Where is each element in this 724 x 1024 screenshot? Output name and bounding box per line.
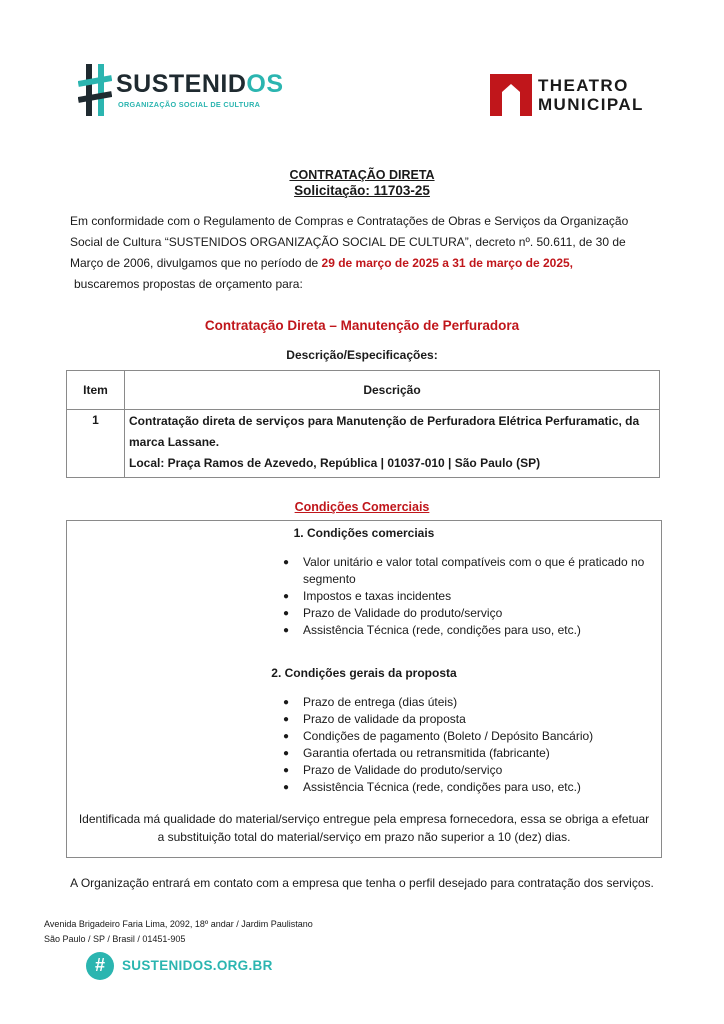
intro-line-2: Social de Cultura “SUSTENIDOS ORGANIZAÇÃO SOCIAL DE CULTURA”, decreto nº. 50.611, de 30 de <box>70 235 626 249</box>
bullet-icon: ● <box>283 557 290 568</box>
footer-address-line-2: São Paulo / SP / Brasil / 01451-905 <box>44 934 186 944</box>
municipal-text: MUNICIPAL <box>538 95 644 114</box>
bullet-icon: ● <box>283 625 290 636</box>
bullet-icon: ● <box>283 731 290 742</box>
bullet-icon: ● <box>283 697 290 708</box>
commercial-conditions-list <box>283 554 657 639</box>
quality-note: Identificada má qualidade do material/serviço entregue pela empresa fornecedora, essa se obriga a efetuar a substituição total do material/serviço em prazo não superior a 10 (dez) dias. <box>78 812 650 844</box>
list-item: ● Prazo de Validade do produto/serviço <box>283 763 503 777</box>
sustenidos-logo <box>78 64 284 118</box>
table-divider <box>67 409 659 410</box>
proposal-conditions-title: 2. Condições gerais da proposta <box>271 666 457 680</box>
section-title: Contratação Direta – Manutenção de Perfuradora <box>204 318 520 333</box>
commercial-conditions-title: 1. Condições comerciais <box>293 526 435 540</box>
proposal-conditions-list <box>283 694 657 796</box>
intro-line-3: Março de 2006, divulgamos que no período de 29 de março de 2025 a 31 de março de 2025, <box>70 256 573 270</box>
hashtag-logo-icon <box>78 64 112 116</box>
item-table <box>66 370 660 478</box>
list-item: ● Condições de pagamento (Boleto / Depósito Bancário) <box>283 729 594 743</box>
bullet-icon: ● <box>283 765 290 776</box>
theatro-arch-logo-icon <box>490 72 532 116</box>
list-item: ● Garantia ofertada ou retransmitida (fabricante) <box>283 746 550 760</box>
footer-website-link[interactable] <box>86 952 286 984</box>
bullet-icon: ● <box>283 591 290 602</box>
footer-address-line-1: Avenida Brigadeiro Faria Lima, 2092, 18º andar / Jardim Paulistano <box>44 919 313 929</box>
list-item: ● Assistência Técnica (rede, condições para uso, etc.) <box>283 780 581 794</box>
theatro-text: THEATRO <box>538 76 629 95</box>
sustenidos-wordmark: SUSTENIDOS <box>116 70 284 98</box>
list-item: ● Assistência Técnica (rede, condições para uso, etc.) <box>283 623 581 637</box>
list-item: ● Prazo de validade da proposta <box>283 712 466 726</box>
request-number: Solicitação: 11703-25 <box>294 183 430 198</box>
bullet-icon: ● <box>283 748 290 759</box>
hashtag-circle-icon: # <box>86 952 114 980</box>
bullet-icon: ● <box>283 782 290 793</box>
conditions-box <box>66 520 662 858</box>
bullet-icon: ● <box>283 714 290 725</box>
conditions-heading: Condições Comerciais <box>294 500 430 514</box>
proposal-period: 29 de março de 2025 a 31 de março de 2025, <box>321 256 573 270</box>
document-title: CONTRATAÇÃO DIRETA <box>289 168 435 182</box>
header-item: Item <box>83 383 108 397</box>
intro-line-4: buscaremos propostas de orçamento para: <box>74 277 303 291</box>
website-url[interactable]: SUSTENIDOS.ORG.BR <box>122 958 273 973</box>
sustenidos-tagline: ORGANIZAÇÃO SOCIAL DE CULTURA <box>118 100 261 109</box>
intro-line-1: Em conformidade com o Regulamento de Compras e Contratações de Obras e Serviços da Organização <box>70 214 629 228</box>
description-heading: Descrição/Especificações: <box>286 348 438 362</box>
item-number: 1 <box>92 413 99 427</box>
closing-statement: A Organização entrará em contato com a empresa que tenha o perfil desejado para contratação dos serviços. <box>70 876 654 890</box>
bullet-icon: ● <box>283 608 290 619</box>
list-item: ● Prazo de Validade do produto/serviço <box>283 606 503 620</box>
header-description: Descrição <box>363 383 421 397</box>
intro-paragraph <box>70 211 670 295</box>
list-item: ● Prazo de entrega (dias úteis) <box>283 695 458 709</box>
list-item: ● Impostos e taxas incidentes <box>283 589 452 603</box>
item-description: Contratação direta de serviços para Manutenção de Perfuradora Elétrica Perfuramatic, da marca Lassane. Local: Praça Ramos de Azevedo, República | 01037-010 | São Paulo (SP) <box>129 414 640 470</box>
list-item: ● Valor unitário e valor total compatíveis com o que é praticado no segmento <box>283 555 645 586</box>
theatro-municipal-logo <box>490 72 660 118</box>
